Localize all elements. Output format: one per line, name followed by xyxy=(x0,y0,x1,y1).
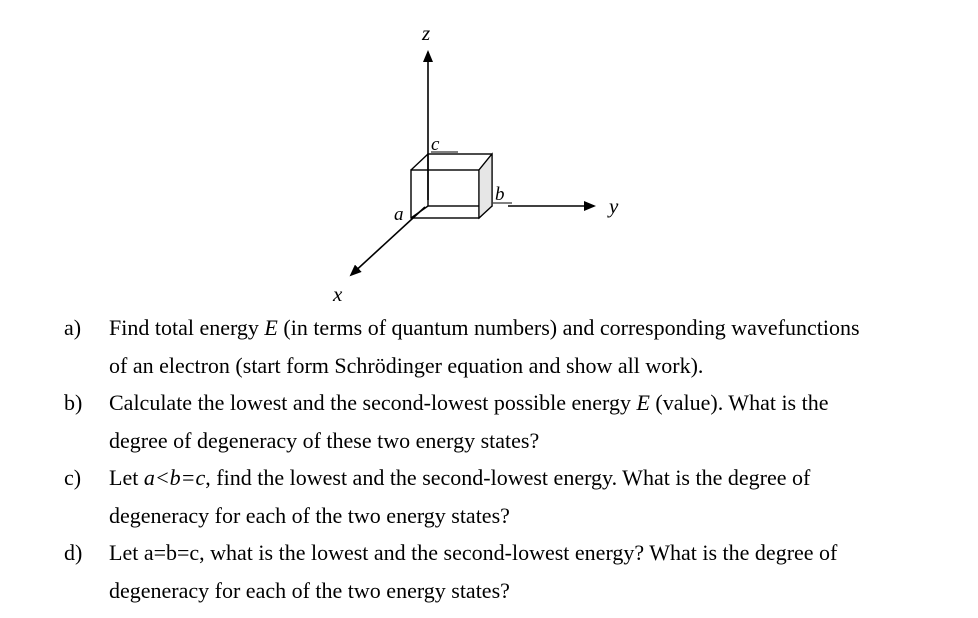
x-axis-label: x xyxy=(333,282,343,305)
question-line: Let a=b=c, what is the lowest and the second-lowest energy? What is the degree of xyxy=(109,540,838,565)
question-text xyxy=(109,534,969,609)
question-letter: d) xyxy=(64,540,83,565)
x-axis xyxy=(351,207,425,275)
question-line: degeneracy for each of the two energy states? xyxy=(109,502,510,528)
question-line: Calculate the lowest and the second-lowest possible energy E (value). What is the xyxy=(109,390,829,415)
question-text xyxy=(109,459,969,534)
question-line: of an electron (start form Schrödinger equation and show all work). xyxy=(109,352,704,378)
question-text xyxy=(109,309,969,384)
question-line: degeneracy for each of the two energy states? xyxy=(109,577,510,603)
box-side-face xyxy=(479,154,492,218)
question-line: degree of degeneracy of these two energy states? xyxy=(109,427,540,453)
z-axis-label: z xyxy=(422,21,431,45)
question-text xyxy=(109,384,969,459)
dimension-c-label: c xyxy=(431,134,440,155)
question-letter: a) xyxy=(64,315,82,340)
question-letter: c) xyxy=(64,465,82,490)
y-axis-label: y xyxy=(609,194,619,218)
question-line: Find total energy E (in terms of quantum numbers) and corresponding wavefunctions xyxy=(109,315,860,340)
dimension-a-label: a xyxy=(394,204,404,225)
question-line: Let a<b=c, find the lowest and the second-lowest energy. What is the degree of xyxy=(109,465,811,490)
coordinate-box-figure xyxy=(0,0,978,305)
dimension-b-label: b xyxy=(495,184,505,205)
question-letter: b) xyxy=(64,390,83,415)
